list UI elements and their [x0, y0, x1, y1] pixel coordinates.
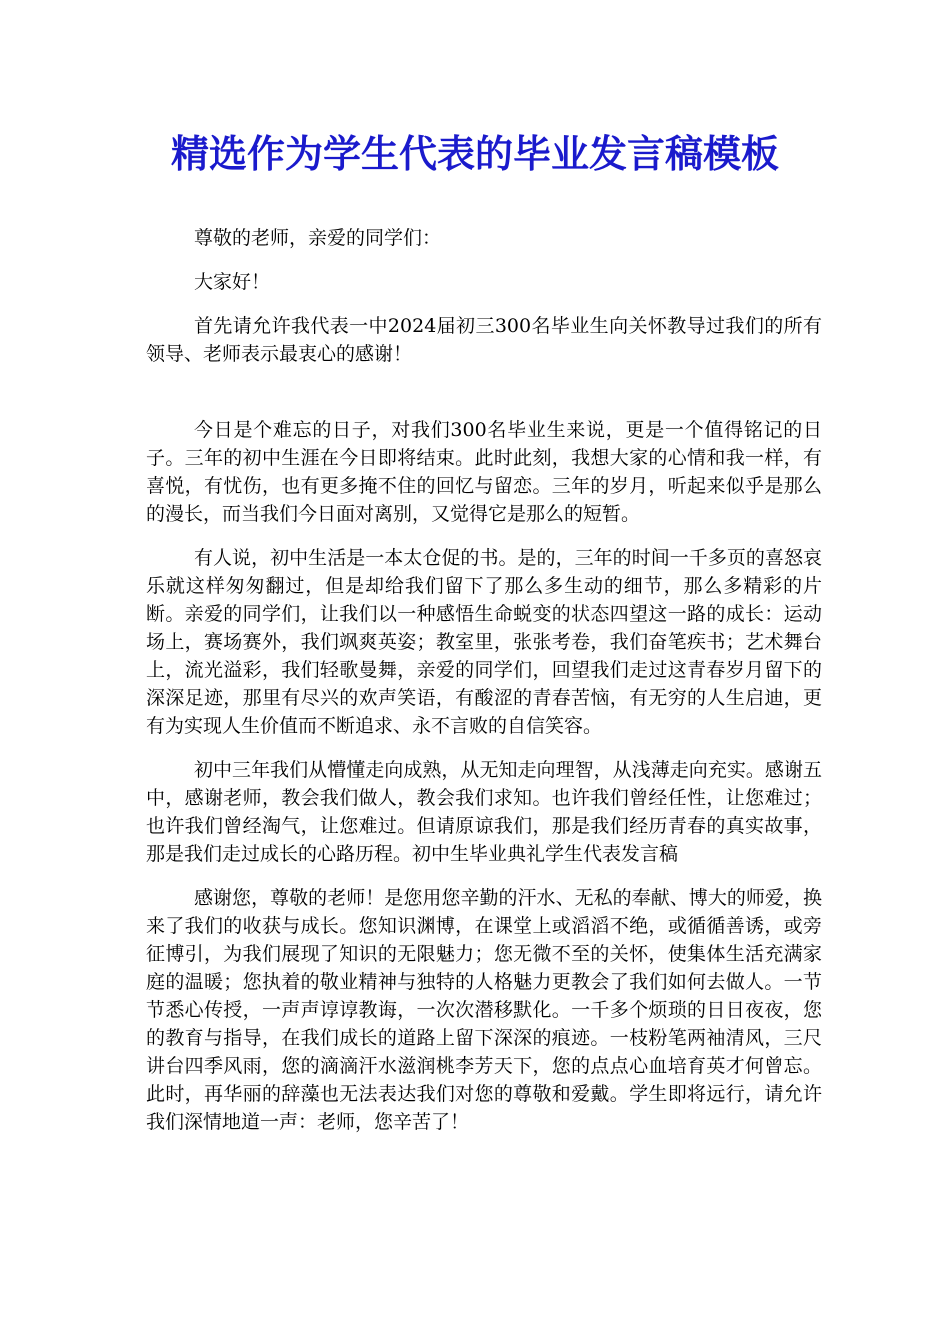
document-title: 精选作为学生代表的毕业发言稿模板 — [170, 132, 779, 176]
paragraph-memorable-day: 今日是个难忘的日子，对我们300名毕业生来说，更是一个值得铭记的日子。三年的初中生涯在今日即将结束。此时此刻，我想大家的心情和我一样，有喜悦，有忧伤，也有更多掩不住的回忆与留恋。三年的岁月，听起来似乎是那么的漫长，而当我们今日面对离别，又觉得它是那么的短暂。 — [146, 419, 822, 525]
paragraph-growth: 初中三年我们从懵懂走向成熟，从无知走向理智，从浅薄走向充实。感谢五中，感谢老师，教会我们做人，教会我们求知。也许我们曾经任性，让您难过；也许我们曾经淘气，让您难过。但请原谅我们，那是我们经历青春的真实故事，那是我们走过成长的心路历程。初中生毕业典礼学生代表发言稿 — [146, 759, 822, 865]
paragraph-thanks: 首先请允许我代表一中2024届初三300名毕业生向关怀教导过我们的所有领导、老师表示最衷心的感谢！ — [146, 315, 822, 365]
greeting: 大家好！ — [194, 271, 271, 293]
document-body — [146, 224, 822, 1136]
paragraph-school-life: 有人说，初中生活是一本太仓促的书。是的，三年的时间一千多页的喜怒哀乐就这样匆匆翻过，但是却给我们留下了那么多生动的细节，那么多精彩的片断。亲爱的同学们，让我们以一种感悟生命蜕变的状态四望这一路的成长：运动场上，赛场赛外，我们飒爽英姿；教室里，张张考卷，我们奋笔疾书；艺术舞台上，流光溢彩，我们轻歌曼舞，亲爱的同学们，回望我们走过这青春岁月留下的深深足迹，那里有尽兴的欢声笑语，有酸涩的青春苦恼，有无穷的人生启迪，更有为实现人生价值而不断追求、永不言败的自信笑容。 — [146, 547, 822, 737]
salutation: 尊敬的老师，亲爱的同学们： — [194, 227, 442, 249]
paragraph-thank-teachers: 感谢您，尊敬的老师！是您用您辛勤的汗水、无私的奉献、博大的师爱，换来了我们的收获与成长。您知识渊博，在课堂上或滔滔不绝，或循循善诱，或旁征博引，为我们展现了知识的无限魅力；您无微不至的关怀，使集体生活充满家庭的温暖；您执着的敬业精神与独特的人格魅力更教会了我们如何去做人。一节节悉心传授，一声声谆谆教诲，一次次潜移默化。一千多个烦琐的日日夜夜，您的教育与指导，在我们成长的道路上留下深深的痕迹。一枝粉笔两袖清风，三尺讲台四季风雨，您的滴滴汗水滋润桃李芳天下，您的点点心血培育英才何曾忘。此时，再华丽的辞藻也无法表达我们对您的尊敬和爱戴。学生即将远行，请允许我们深情地道一声：老师，您辛苦了！ — [146, 887, 822, 1133]
